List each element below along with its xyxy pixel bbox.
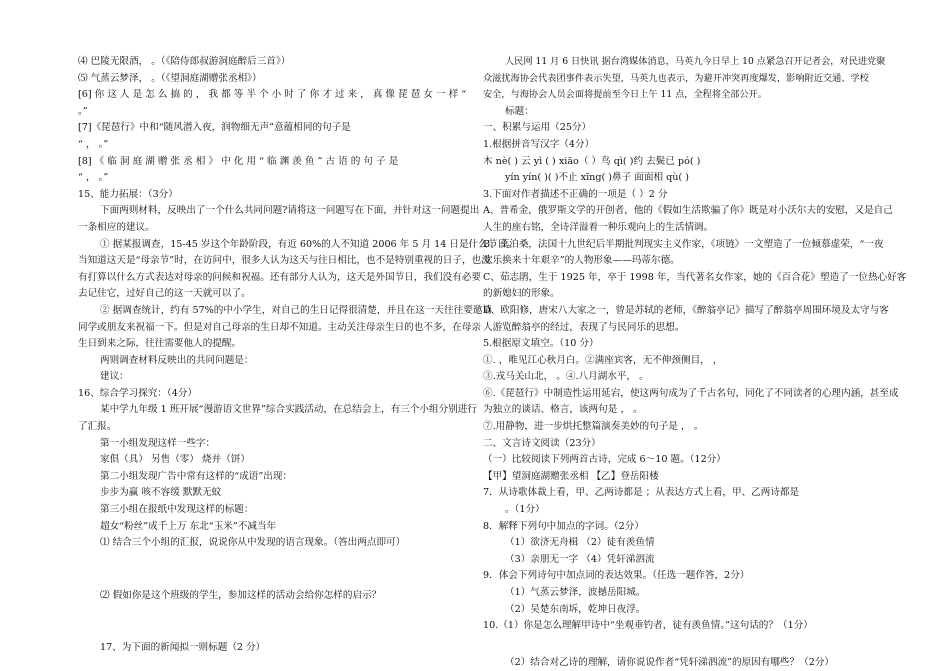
paragraph-line: 第三小组在报纸中发现这样的标题： bbox=[100, 504, 254, 516]
option-line: 的新媳妇的形象。 bbox=[483, 288, 560, 300]
paragraph-line: 家俱（具） 另售（零） 烧并（饼） bbox=[100, 454, 251, 466]
option-line: B、莫泊桑，法国十九世纪后半期批判现实主义作家，《项链》一文塑造了一位倾慕虚荣，“一夜 bbox=[483, 238, 884, 250]
question-line: ⑷ 巴陵无限酒， 。（《陪侍郎叔游洞庭醉后三首》） bbox=[78, 56, 291, 67]
paragraph-line: 同学或朋友来祝福一下。但是对自己母亲的生日却不知道。主动关注母亲生日的也不多，在母亲 bbox=[78, 321, 481, 333]
option-line: A、普希金，俄罗斯文学的开创者，他的《假如生活欺骗了你》既是对小沃尔夫的安慰，又是自己 bbox=[483, 205, 893, 217]
question-line: ⑸ 气蒸云梦泽， 。（《望洞庭湖赠张丞相》） bbox=[78, 72, 262, 84]
answer-blank-line: 。” bbox=[78, 105, 88, 117]
question-line: 9．体会下列诗句中加点词的表达效果。（任选一题作答，2分） bbox=[483, 570, 750, 582]
option-line: 人游览醉翁亭的经过，表现了与民同乐的思想。 bbox=[483, 321, 685, 333]
question-line: （一）比较阅读下列两首古诗，完成 6～10 题。（12分） bbox=[483, 454, 726, 466]
paragraph-line: ② 据调查统计，约有 57%的中小学生，对自己的生日记得很清楚，并且在这一天往往要邀请 bbox=[100, 304, 492, 316]
section-heading: 15、能力拓展：（3分） bbox=[78, 188, 178, 200]
question-line: [6] 你 这 人 是 怎 么 搞 的 ， 我 都 等 半 个 小 时 了 你 才 过 来 ， 真 像 琵 琶 女 一 样 “ bbox=[78, 89, 467, 101]
option-line: 欢乐换来十年艰辛”的人物形象——玛蒂尔德。 bbox=[483, 255, 680, 267]
paragraph-line: 一条相应的建议。 bbox=[78, 221, 155, 233]
paragraph-line: 第二小组发现广告中常有这样的“成语”出现： bbox=[100, 470, 293, 482]
section-heading: 16、综合学习探究：（4分） bbox=[78, 387, 198, 399]
answer-prompt: 两则调查材料反映出的共同问题是： bbox=[100, 354, 254, 366]
answer-blank-line: “ ， 。” bbox=[78, 138, 109, 150]
answer-prompt: 建议： bbox=[100, 371, 129, 383]
answer-blank-line: “ ， 。” bbox=[78, 172, 109, 184]
section-heading: 二、文言诗文阅读（23分） bbox=[483, 437, 601, 449]
fill-blank-line: ⑥.《琵琶行》中制造性运用延宕，使这两句成为了千古名句，同化了不同读者的心理内涵，甚至成 bbox=[483, 387, 899, 399]
left-column bbox=[78, 54, 517, 657]
fill-blank-line: ①. ，唯见江心秋月白。②满座宾客，无不伸颈侧目， ， bbox=[483, 354, 723, 366]
section-heading: 17、为下面的新闻拟一则标题（2 分） bbox=[100, 642, 266, 654]
paragraph-line: 了汇报。 bbox=[78, 421, 117, 433]
sub-question: （1）气蒸云梦泽，波撼岳阳城。 bbox=[505, 587, 646, 598]
question-line: 8．解释下列句中加点的字词。（2分） bbox=[483, 520, 644, 532]
question-line: 。（1分） bbox=[505, 504, 545, 516]
question-line: [7]《琵琶行》中和“随风潜入夜，润物细无声”意蕴相同的句子是 bbox=[78, 122, 351, 134]
paragraph-line: 某中学九年级 1 班开展“漫游语文世界”综合实践活动，在总结会上，有三个小组分别进行 bbox=[100, 404, 477, 416]
option-line: D、欧阳修，唐宋八大家之一，曾是苏轼的老师，《醉翁亭记》描写了醉翁亭周围环境及太守与客 bbox=[483, 304, 889, 316]
right-column bbox=[483, 54, 907, 671]
paragraph-line: 下面两则材料，反映出了一个什么共同问题?请将这一问题写在下面，并针对这一问题提出 bbox=[100, 205, 480, 217]
answer-prompt: 标题： bbox=[505, 105, 534, 117]
section-heading: 一、积累与运用（25分） bbox=[483, 122, 592, 134]
question-line: 3.下面对作者描述不正确的一项是（ ）2 分 bbox=[483, 188, 668, 200]
paragraph-line: 超女“粉丝”成千上万 东北“玉米”不减当年 bbox=[100, 520, 277, 532]
sub-question: （2）吴楚东南坼，乾坤日夜浮。 bbox=[505, 603, 646, 615]
poem-titles: 【甲】望洞庭湖赠张丞相 【乙】登岳阳楼 bbox=[483, 470, 659, 482]
question-line: 5.根据原文填空。（10 分） bbox=[483, 338, 599, 350]
news-line: 人民网 11 月 6 日快讯 据台湾媒体消息，马英九今日早上 10 点紧急召开记者会，对民进党聚 bbox=[505, 56, 886, 67]
fill-blank-line: 为独立的谈话、格言，该两句是 ， 。 bbox=[483, 404, 643, 416]
paragraph-line: 当知道这天是“母亲节”时，在访问中，很多人认为这天与往日相比，也不是特别重视的日子，也没 bbox=[78, 255, 491, 267]
pinyin-line: 木 nè( ) 云 yì ( ) xiāo（ ）鸟 qì( )约 去鬓已 pó( ) bbox=[483, 155, 701, 167]
pinyin-line: yín yín( )( )不止 xīng( )鼻子 面面相 qù( ) bbox=[505, 172, 689, 184]
fill-blank-line: ③.戎马关山北， 。④.八月湖水平， 。 bbox=[483, 371, 649, 383]
option-line: C、茹志鹃，生于 1925 年，卒于 1998 年，当代著名女作家，她的《百合花》塑造了一位热心好客 bbox=[483, 271, 907, 283]
sub-question: ⑴ 结合三个小组的汇报，说说你从中发现的语言现象。（答出两点即可） bbox=[100, 537, 406, 549]
paragraph-line: 第一小组发现这样一些字： bbox=[100, 437, 216, 449]
option-line: 人生的座右铭，全诗洋溢着一种乐观向上的生活情调。 bbox=[483, 221, 714, 233]
question-line: 1.根据拼音写汉字（4分） bbox=[483, 138, 595, 150]
paragraph-line: 步步为赢 咳不容缓 默默无蚊 bbox=[100, 487, 222, 499]
paragraph-line: 生日到来之际，往往需要他人的提醒。 bbox=[78, 338, 242, 350]
sub-question: ⑵ 假如你是这个班级的学生，参加这样的活动会给你怎样的启示？ bbox=[100, 589, 382, 601]
sub-question: （3）亲朋无一字 （4）凭轩涕泗流 bbox=[505, 553, 655, 565]
news-line: 众滋扰海协会代表团事件表示失望，马英九也表示，为避开冲突再度爆发，影响附近交通、学校 bbox=[483, 72, 869, 84]
fill-blank-line: ⑦.用静物，进一步烘托整篇演奏美妙的句子是 ， 。 bbox=[483, 421, 704, 433]
question-line: （2）结合对乙诗的理解，请你说说作者“凭轩涕泗流”的原因有哪些？（2分） bbox=[505, 656, 835, 668]
question-line: 10.（1）你是怎么理解甲诗中“坐观垂钓者，徒有羡鱼情。”这句话的？（1分） bbox=[483, 620, 813, 632]
paragraph-line: 有打算以什么方式表达对母亲的问候和祝福。还有部分人认为，这天是外国节日，我们没有必要 bbox=[78, 271, 481, 283]
news-line: 安全，与海协会人员会面将提前至今日上午 11 点，全程将全部公开。 bbox=[483, 89, 767, 101]
question-line: 7．从诗歌体裁上看，甲、乙两诗都是 ；从表达方式上看，甲、乙两诗都是 bbox=[483, 487, 800, 499]
paragraph-line: 去记住它，过好自己的这一天就可以了。 bbox=[78, 288, 251, 300]
paragraph-line: ① 据某报调查，15-45 岁这个年龄阶段，有近 60%的人不知道 2006 年 5 月 14 日是什么节日。 bbox=[100, 238, 517, 250]
sub-question: （1）欲济无舟楫 （2）徒有羡鱼情 bbox=[505, 537, 655, 549]
question-line: [8] 《 临 洞 庭 湖 赠 张 丞 相 》 中 化 用 “ 临 渊 羡 鱼 ” 古 语 的 句 子 是 bbox=[78, 155, 399, 167]
